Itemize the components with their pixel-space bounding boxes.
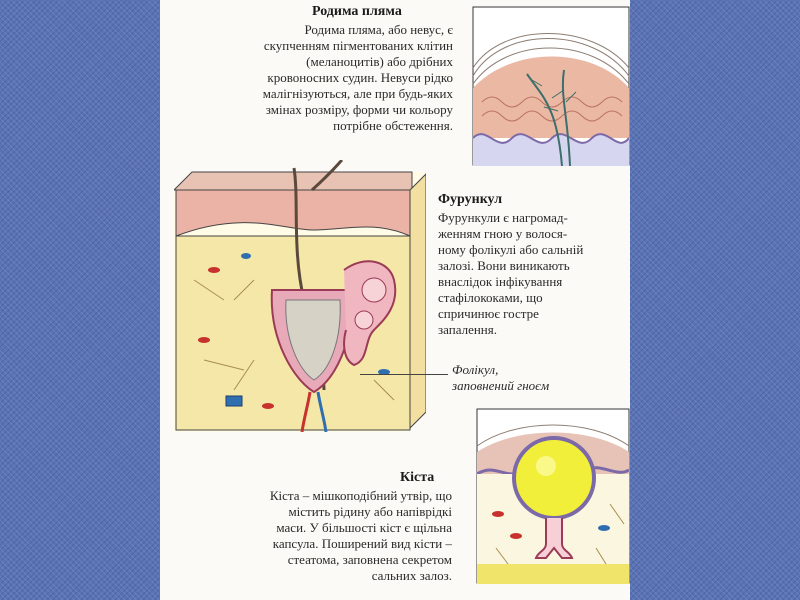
follicle-caption-line2: заповнений гноєм: [452, 378, 550, 393]
follicle-caption-line1: Фолікул,: [452, 362, 499, 377]
caption-leader-line: [360, 374, 448, 375]
cyst-description: Кіста – мішкоподібний утвір, що містить рідину або напіврідкі маси. У більшості кіст є щільна капсула. Поширений вид кісти – стеатома, заповнена секретом сальних залоз.: [269, 488, 452, 583]
furuncle-description: Фурункули є нагромад- женням гною у волося- ному фолікулі або сальній залозі. Вони виникають внаслідок інфікування стафілококами, що спричинює гостре запалення.: [438, 210, 584, 337]
mole-description: Родима пляма, або невус, є скупченням пігментованих клітин (меланоцитів) або дрібних кровоносних судин. Невуси рідко малігнізуються, але при будь-яких змінах розміру, форми чи кольору потрібне обстеження.: [262, 22, 453, 133]
document-page: [160, 0, 630, 600]
cyst-illustration: [476, 408, 630, 584]
cyst-heading: Кіста: [400, 470, 435, 485]
furuncle-heading: Фурункул: [438, 192, 503, 207]
furuncle-illustration: [174, 160, 426, 432]
mole-illustration: [472, 6, 630, 166]
mole-heading: Родима пляма: [312, 4, 402, 19]
